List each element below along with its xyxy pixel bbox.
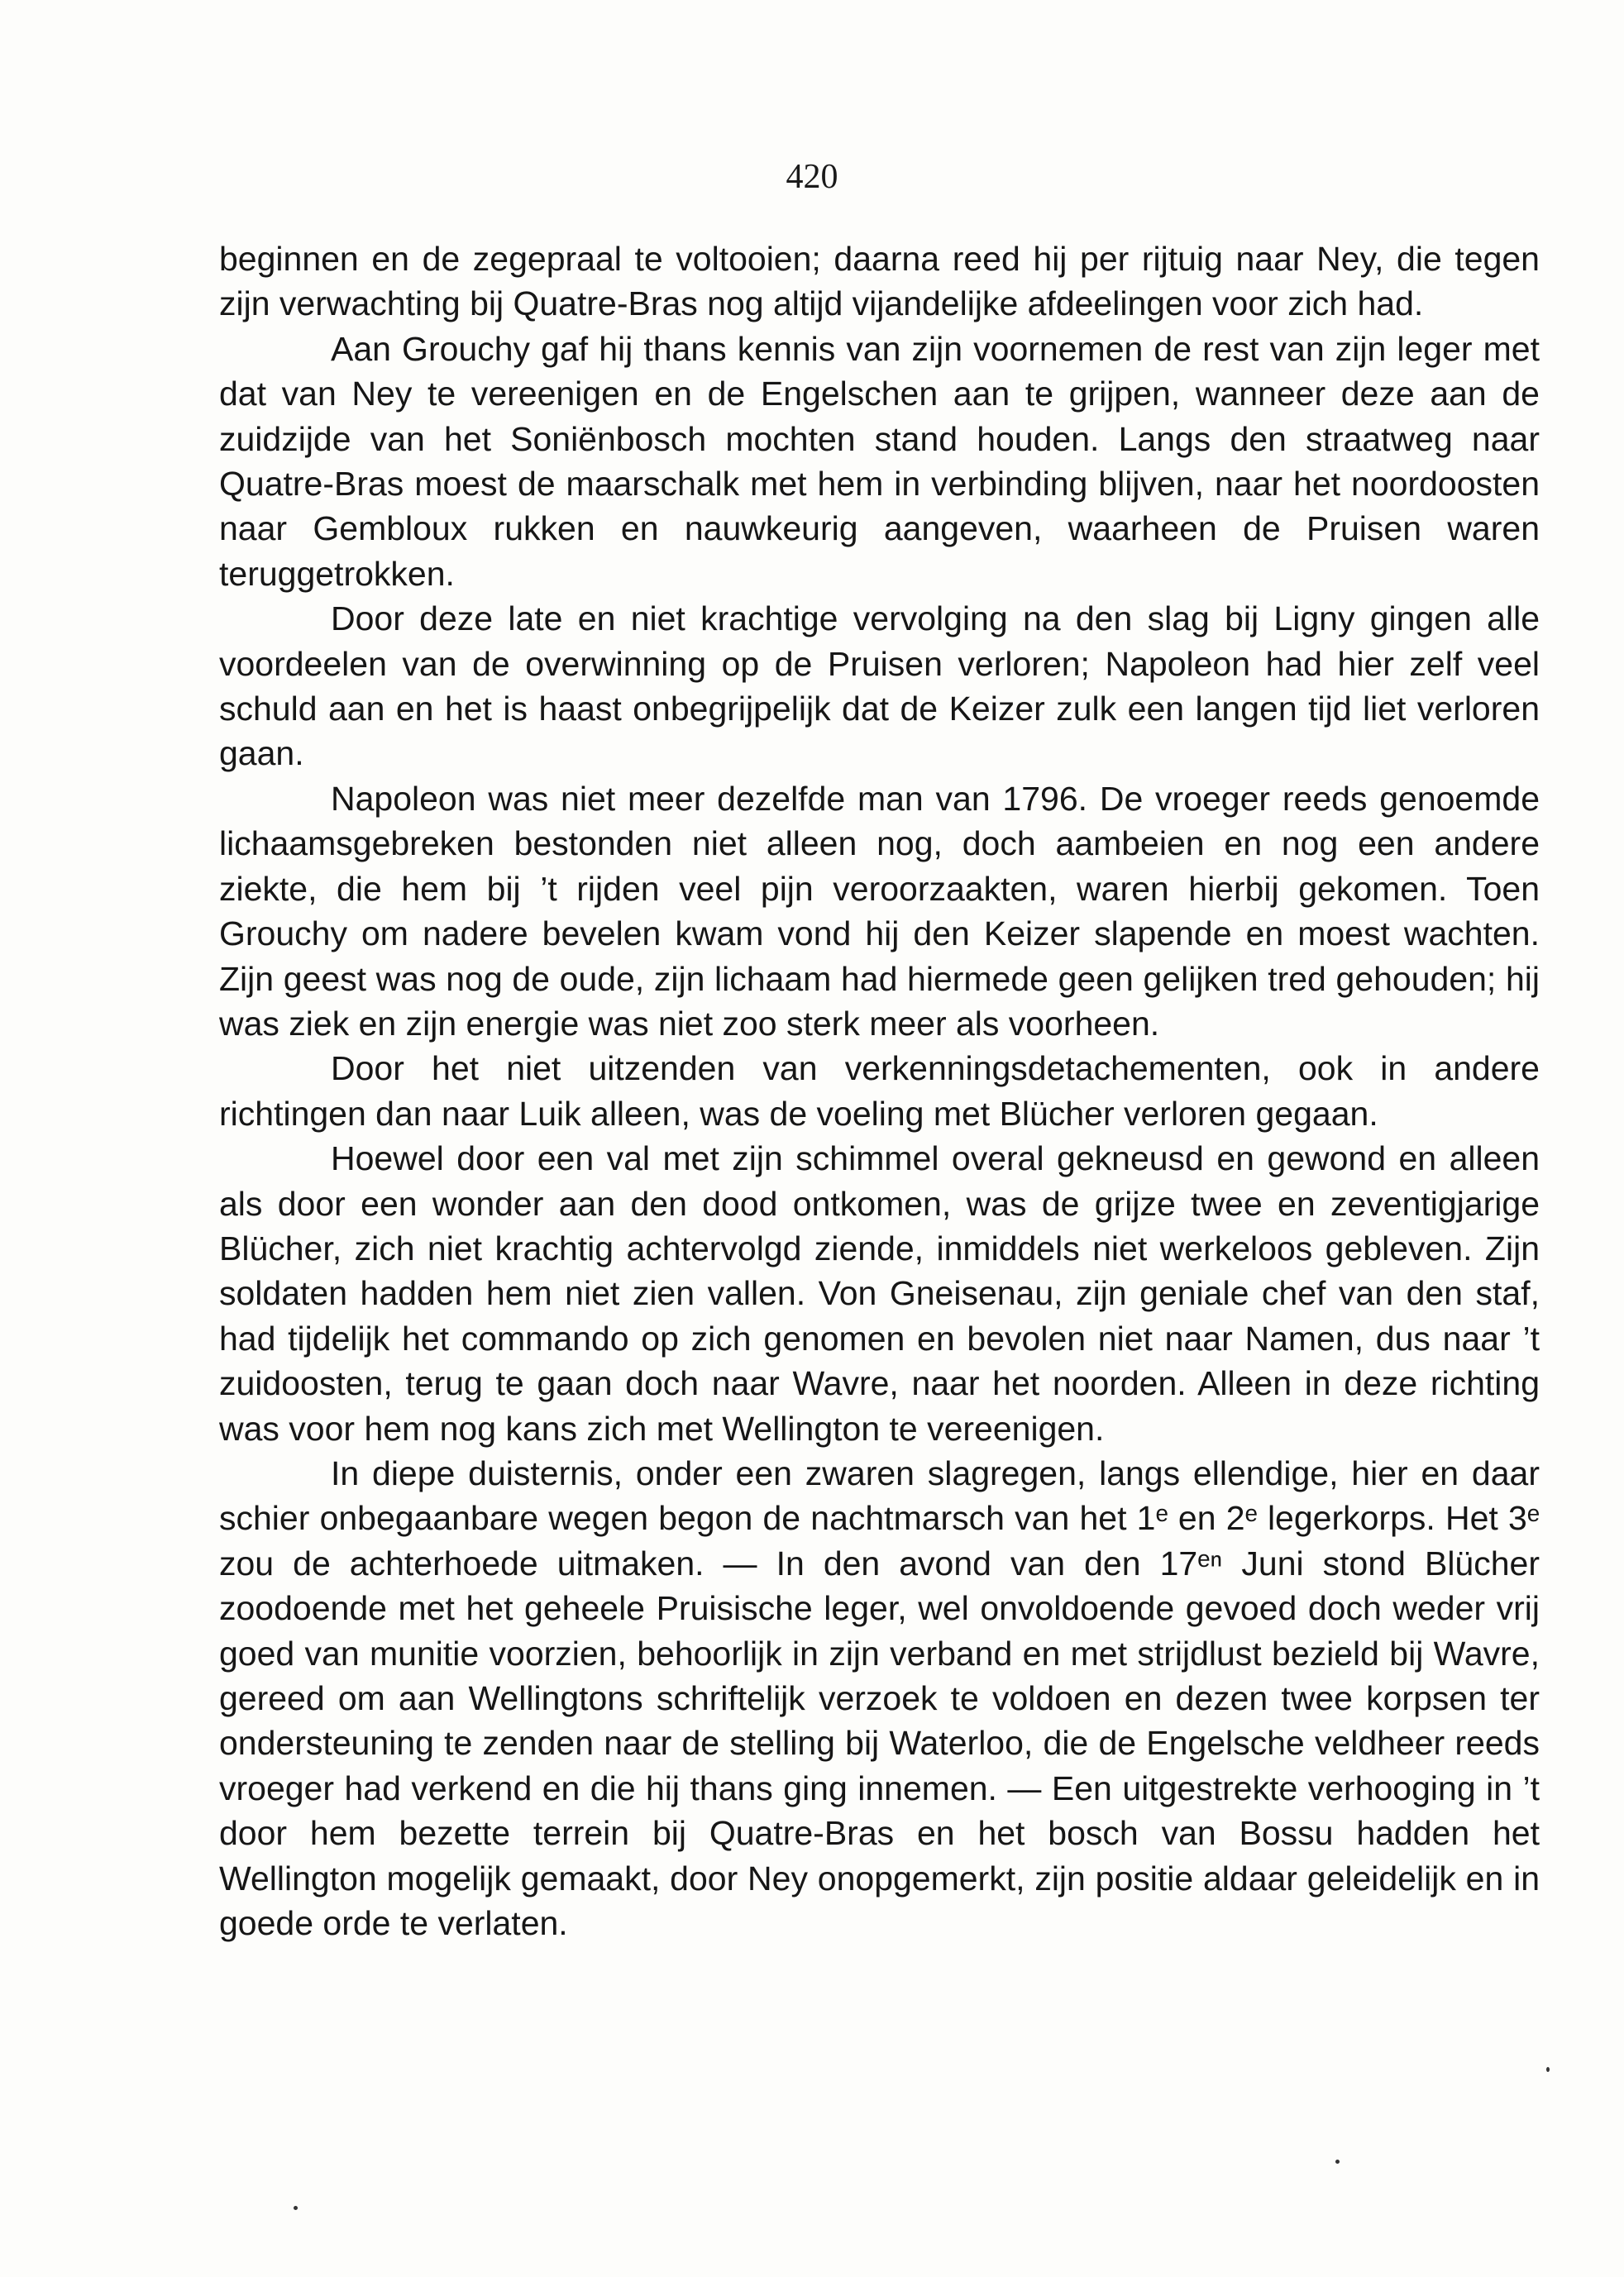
paragraph: Hoewel door een val met zijn schimmel overal gekneusd en gewond en alleen als door een wonder aan den dood ontkomen, was de grijze twee en zeventigjarige Blücher, zich niet krachtig achtervolgd ziende, inmiddels niet werkeloos gebleven. Zijn soldaten hadden hem niet zien vallen. Von Gneisenau, zijn geniale chef van den staf, had tijdelijk het commando op zich genomen en bevolen niet naar Namen, dus naar ’t zuidoosten, terug te gaan doch naar Wavre, naar het noorden. Alleen in deze richting was voor hem nog kans zich met Wellington te vereenigen. (219, 1139, 1540, 1448)
paragraph: Door het niet uitzenden van verkenningsdetachementen, ook in andere richtingen dan naar Luik alleen, was de voeling met Blücher verloren gegaan. (219, 1049, 1540, 1133)
paragraph: In diepe duisternis, onder een zwaren slagregen, langs ellendige, hier en daar schier onbegaanbare wegen begon de nachtmarsch van het 1ᵉ en 2ᵉ legerkorps. Het 3ᵉ zou de achterhoede uitmaken. — In den avond van den 17ᵉⁿ Juni stond Blücher zoodoende met het geheele Pruisische leger, wel onvoldoende gevoed doch weder vrij goed van munitie voorzien, behoorlijk in zijn verband en met strijdlust bezield bij Wavre, gereed om aan Wellingtons schriftelijk verzoek te voldoen en dezen twee korpsen ter ondersteuning te zenden naar de stelling bij Waterloo, die de Engelsche veldheer reeds vroeger had verkend en die hij thans ging innemen. — Een uitgestrekte verhooging in ’t door hem bezette terrein bij Quatre-Bras en het bosch van Bossu hadden het Wellington mogelijk gemaakt, door Ney onopgemerkt, zijn positie aldaar geleidelijk en in goede orde te verlaten. (219, 1454, 1540, 1943)
page-number: 420 (786, 158, 838, 196)
paragraph: Aan Grouchy gaf hij thans kennis van zijn voornemen de rest van zijn leger met dat van Ney te vereenigen en de Engelschen aan te grijpen, wanneer deze aan de zuidzijde van het Soniënbosch mochten stand houden. Langs den straatweg naar Quatre-Bras moest de maarschalk met hem in verbinding blijven, naar het noordoosten naar Gembloux rukken en nauwkeurig aangeven, waarheen de Pruisen waren teruggetrokken. (219, 329, 1540, 593)
print-speck (1546, 2067, 1550, 2072)
print-speck (294, 2206, 298, 2210)
paragraph: Door deze late en niet krachtige vervolging na den slag bij Ligny gingen alle voordeelen van de overwinning op de Pruisen verloren; Napoleon had hier zelf veel schuld aan en het is haast onbegrijpelijk dat de Keizer zulk een langen tijd liet verloren gaan. (219, 599, 1540, 773)
paragraph: beginnen en de zegepraal te voltooien; daarna reed hij per rijtuig naar Ney, die tegen zijn verwachting bij Quatre-Bras nog altijd vijandelijke afdeelingen voor zich had. (219, 240, 1540, 323)
paragraph: Napoleon was niet meer dezelfde man van 1796. De vroeger reeds genoemde lichaamsgebreken bestonden niet alleen nog, doch aambeien en nog een andere ziekte, die hem bij ’t rijden veel pijn veroorzaakten, waren hierbij gekomen. Toen Grouchy om nadere bevelen kwam vond hij den Keizer slapende en moest wachten. Zijn geest was nog de oude, zijn lichaam had hiermede geen gelijken tred gehouden; hij was ziek en zijn energie was niet zoo sterk meer als voorheen. (219, 779, 1540, 1043)
body-text (219, 236, 1540, 1945)
print-speck (1335, 2160, 1340, 2164)
